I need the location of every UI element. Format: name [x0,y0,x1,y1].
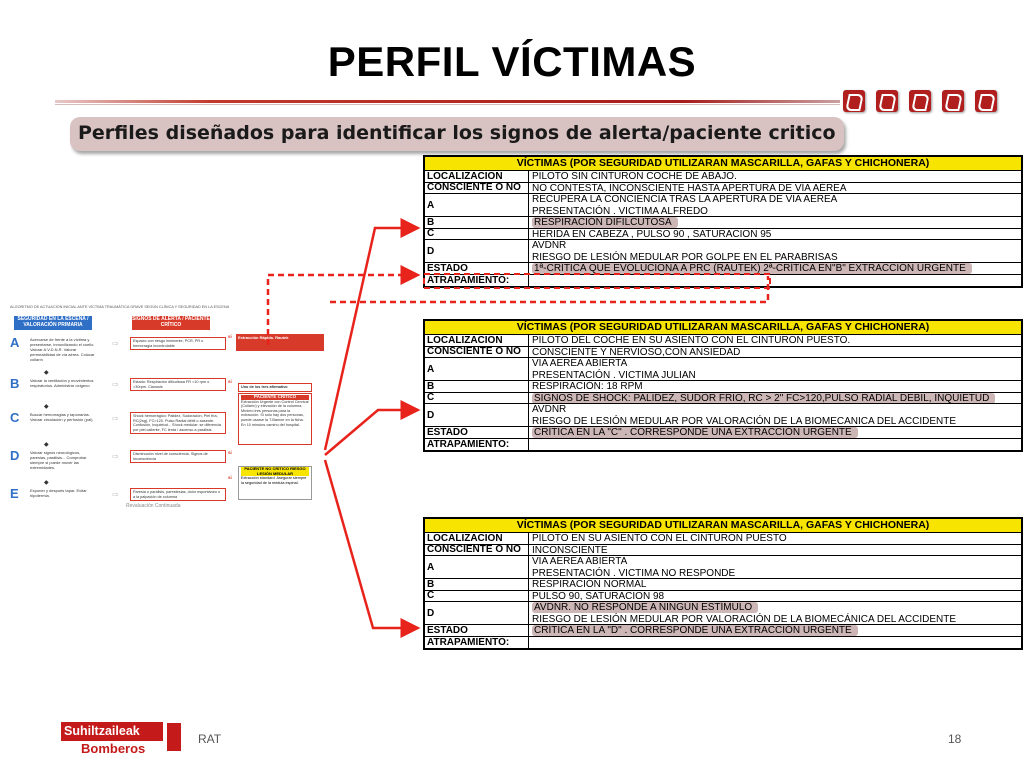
any-three-box: Uno de los tres afirmativo [238,383,312,392]
flowchart-caption: ALGORITMO DE ACTUACION INICIAL ANTE VÍCTIMA TRAUMÁTICA GRAVE SEGÚN CLÍNICA Y SEGURIDAD EN LA ESCENA [10,305,230,309]
row-key: ATRAPAMIENTO: [425,637,529,649]
row-key: B [425,217,529,229]
logo-flag-icon [167,723,181,751]
alert-sign-box: Shock hemorrágico: Palidez, Sudoración, Piel fría, RC(2sg), FC>120. Pulso Radial débil o ausente. Confusión, Inquietud... Shock medular: se diferencia por piel caliente, FC lenta / ascenso a parálisis [130,412,226,434]
row-value [529,545,1021,557]
assessment-step-text: Valorar la ventilación y movimientos respiratorios. Administrar oxígeno [30,378,94,388]
row-key: C [425,591,529,603]
alert-sign-box: Espacio con riesgo inminente, PCR, PR o hemorragia incontrolable [130,337,226,350]
flag-icon [876,90,898,112]
row-value [529,240,1021,263]
row-key: CONSCIENTE O NO [425,347,529,359]
row-key: ESTADO [425,263,529,275]
row-value [529,404,1021,427]
bomberos-logo [61,722,186,758]
row-value [529,217,1021,229]
row-key: ESTADO [425,625,529,637]
abcde-letter: E [10,486,19,501]
flow-arrow-icon: ⇨ [112,490,119,499]
row-key: ATRAPAMIENTO: [425,275,529,287]
slide-title: PERFIL VÍCTIMAS [327,38,697,85]
row-value-line: HERIDA EN CABEZA , PULSO 90 , SATURACION 95 [532,228,772,240]
flag-icon [909,90,931,112]
flow-down-icon: ◆ [44,442,49,448]
abcde-letter: A [10,335,20,350]
subtitle-banner: Perfiles diseñados para identificar los signos de alerta/paciente critico [70,117,844,151]
row-value [529,183,1021,195]
victim-table-header: VÍCTIMAS (POR SEGURIDAD UTILIZARAN MASCARILLA, GAFAS Y CHICHONERA) [425,321,1021,335]
row-value [529,439,1021,451]
row-value-line: RIESGO DE LESIÓN MEDULAR POR GOLPE EN EL PARABRISAS [532,251,838,263]
row-key: A [425,194,529,217]
row-value-line: CONSCIENTE Y NERVIOSO,CON ANSIEDAD [532,346,741,358]
assessment-step-text: Acercarse de frente a la víctima y presentarse, inmovilizando el cuello. Valorar A.V.D.N.R. Valorar permeabilidad de vía aérea. Colocar collarín [30,337,95,362]
row-value [529,602,1021,625]
row-value-line: 1ª-CRÍTICA QUE EVOLUCIONA A PRC (RAUTEK) 2ª-CRÍTICA EN"B" EXTRACCIÓN URGENTE [532,263,972,274]
victim-table-header: VÍCTIMAS (POR SEGURIDAD UTILIZARAN MASCARILLA, GAFAS Y CHICHONERA) [425,157,1021,171]
row-key: D [425,240,529,263]
row-value [529,347,1021,359]
flag-icon-row [843,90,997,112]
row-value-line: CRÍTICA EN LA "D" . CORRESPONDE UNA EXTRACCIÓN URGENTE [532,625,858,636]
row-value-line: PILOTO DEL COCHE EN SU ASIENTO CON EL CINTURON PUESTO. [532,335,851,346]
row-key: D [425,404,529,427]
row-key: ESTADO [425,427,529,439]
flow-arrow-icon: ⇨ [112,414,119,423]
row-value [529,579,1021,591]
row-value [529,358,1021,381]
row-key: LOCALIZACION [425,335,529,347]
row-key: LOCALIZACION [425,171,529,183]
alert-sign-box: Disminución nivel de consciencia. Signos de Inconsciencia [130,450,226,463]
row-value-line: CRÍTICA EN LA "C" . CORRESPONDE UNA EXTRACCIÓN URGENTE [532,427,858,438]
flowchart-si-label: si [228,475,232,480]
alert-sign-box: Paresia o parálisis, parestesias, dolor espontáneo o a la palpación de columna [130,488,226,501]
victim-table [423,517,1023,650]
row-value-line: RIESGO DE LESIÓN MEDULAR POR VALORACIÓN DE LA BIOMECANICA DEL ACCIDENTE [532,415,956,427]
continuous-reassessment: Revaluación Continuada [126,503,181,509]
non-critical-patient-box [238,466,312,500]
row-value [529,556,1021,579]
abcde-letter: D [10,448,20,463]
flowchart-si-label: si [228,379,232,384]
row-key: C [425,229,529,241]
flag-icon [942,90,964,112]
row-value-line: INCONSCIENTE [532,544,608,556]
row-value-line: AVDNR [532,404,567,415]
victim-table [423,155,1023,288]
flowchart-si-label: si [228,450,232,455]
flowchart-col1-header: SEGURIDAD EN LA ESCENA / VALORACIÓN PRIMARIA [14,316,92,330]
flow-arrow-icon: ⇨ [112,380,119,389]
flag-icon [975,90,997,112]
footer-text: RAT [198,732,222,746]
rapid-extraction-box: Extracción Rápida. Rautek [236,334,324,351]
non-critical-text: Extracción standard. Asegurar siempre la seguridad de la médula espinal. [241,476,307,485]
assessment-step-text: Exponer y después tapar. Evitar hipotermia. [30,488,87,498]
row-key: B [425,579,529,591]
flow-arrow-icon: ⇨ [112,339,119,348]
flow-down-icon: ◆ [44,370,49,376]
victim-table [423,319,1023,452]
row-value [529,275,1021,287]
row-key: A [425,358,529,381]
row-value [529,637,1021,649]
row-value-line: VIA AEREA ABIERTA [532,556,628,567]
flow-down-icon: ◆ [44,480,49,486]
row-value [529,381,1021,393]
critical-patient-text: Extracción Urgente con Control Cervical (Collarín) y elevación de la columna. Mínimo tres personas para la extracción. Si sólo hay dos personas, puede usarse la T-Bamoe en la ficha. En 10 minutos camino del hospital. [241,399,309,427]
row-value-line: RIESGO DE LESIÓN MEDULAR POR VALORACIÓN DE LA BIOMECÁNICA DEL ACCIDENTE [532,613,956,625]
row-value-line: AVDNR. NO RESPONDE A NINGÚN ESTÍMULO [532,602,758,613]
arrow-to-victim-2 [325,410,418,455]
row-key: D [425,602,529,625]
flow-arrow-icon: ⇨ [112,452,119,461]
row-value-line: SIGNOS DE SHOCK: PALIDEZ, SUDOR FRIO, RC > 2" FC>120,PULSO RADIAL DEBIL, INQUIETUD [532,393,995,404]
row-value-line: RECUPERA LA CONCIENCIA TRAS LA APERTURA DE VIA AEREA [532,194,838,205]
assessment-step-text: Buscar hemorragias y taponarlas. Valorar circulación y perfusión (pal). [30,412,94,422]
row-key: C [425,393,529,405]
row-value-line: PILOTO EN SU ASIENTO CON EL CINTURÓN PUESTO [532,533,787,544]
flowchart-col2-header: SIGNOS DE ALERTA / PACIENTE CRÍTICO [132,316,210,328]
row-key: CONSCIENTE O NO [425,545,529,557]
flag-icon [843,90,865,112]
algorithm-flowchart [8,300,330,520]
row-value [529,533,1021,545]
row-value-line: PRESENTACIÓN . VICTIMA JULIAN [532,369,696,381]
row-value [529,393,1021,405]
row-value-line: PRESENTACIÓN . VICTIMA NO RESPONDE [532,567,736,579]
abcde-letter: C [10,410,20,425]
row-value [529,591,1021,603]
row-value [529,625,1021,637]
row-key: ATRAPAMIENTO: [425,439,529,451]
critical-patient-box [238,393,312,445]
row-value [529,171,1021,183]
victim-table-header: VÍCTIMAS (POR SEGURIDAD UTILIZARAN MASCARILLA, GAFAS Y CHICHONERA) [425,519,1021,533]
row-value [529,263,1021,275]
critical-patient-header: PACIENTE CRITICO [241,395,309,400]
row-value-line: PILOTO SIN CINTURON COCHE DE ABAJO. [532,171,737,182]
row-key: B [425,381,529,393]
row-value [529,229,1021,241]
row-value-line: RESPIRACIÓN: 18 RPM [532,381,643,392]
row-value-line: AVDNR [532,240,567,251]
row-value-line: PRESENTACIÓN . VICTIMA ALFREDO [532,205,708,217]
logo-bottom-text: Bomberos [81,741,146,756]
row-key: A [425,556,529,579]
row-value [529,335,1021,347]
flow-down-icon: ◆ [44,404,49,410]
non-critical-header: PACIENTE NO CRITICO RIESGO LESIÓN MEDULAR [241,467,309,476]
title-divider-shadow [55,104,840,105]
title-divider [55,100,840,103]
row-value-line: RESPIRACIÓN NORMAL [532,579,647,590]
row-key: LOCALIZACION [425,533,529,545]
row-key: CONSCIENTE O NO [425,183,529,195]
arrow-to-victim-3 [325,460,418,628]
row-value [529,427,1021,439]
row-value-line: RESPIRACIÓN DIFILCUTOSA [532,217,678,228]
logo-top-text: Suhiltzaileak [61,722,163,741]
assessment-step-text: Valorar signos neurológicos, paresias, parálisis... Comprobar siempre si puede mover las extremidades. [30,450,87,470]
row-value-line: VIA AEREA ABIERTA [532,358,628,369]
flowchart-si-label: si [228,334,232,339]
row-value-line: NO CONTESTA, INCONSCIENTE HASTA APERTURA DE VÍA AÉREA [532,182,847,194]
row-value-line: PULSO 90, SATURACION 98 [532,590,665,602]
row-value [529,194,1021,217]
alert-sign-box: Estado: Respiración dificultosa FR <10 rpm o >30rpm. Cianosis [130,378,226,391]
page-number: 18 [948,732,962,746]
abcde-letter: B [10,376,20,391]
arrow-to-victim-1 [325,228,418,450]
